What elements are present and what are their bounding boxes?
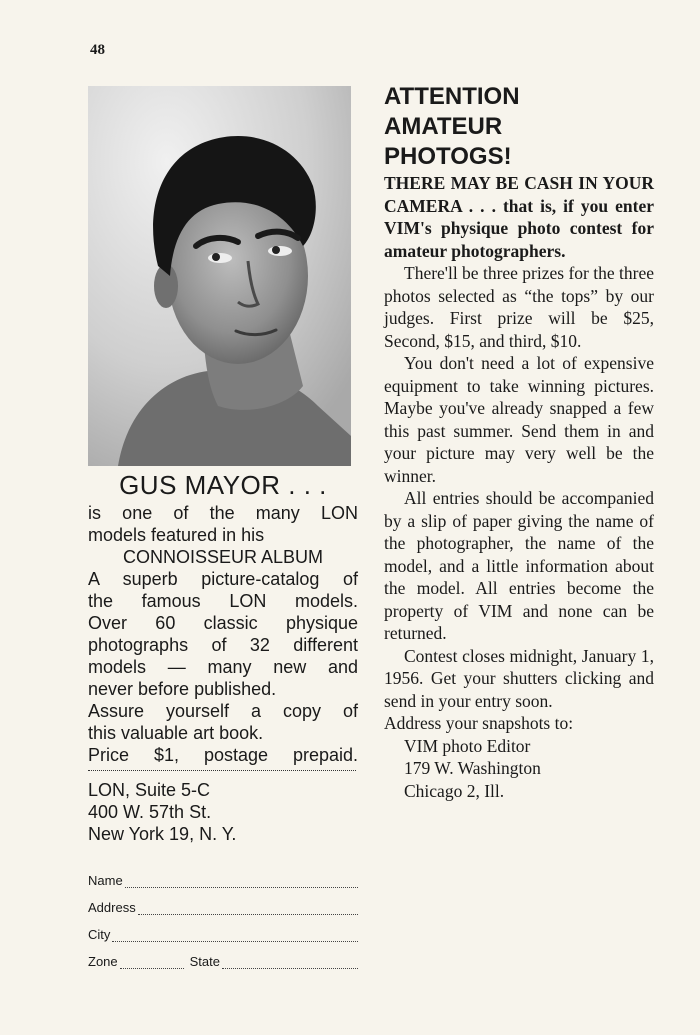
address-field[interactable]: [138, 902, 358, 915]
order-form: [88, 861, 358, 969]
model-portrait-photo: [88, 86, 351, 466]
address-label: Address: [88, 900, 136, 915]
ad-body-line: photographs of 32 different: [88, 635, 358, 655]
ad-body-line: Assure yourself a copy of: [88, 701, 358, 721]
article-paragraph: You don't need a lot of expensive equipment to take winning pictures. Maybe you've already snapped a few this past summer. Send them in and your picture may very well be the winner.: [384, 353, 654, 486]
ad-address-line: New York 19, N. Y.: [88, 824, 237, 844]
city-field[interactable]: [112, 929, 358, 942]
ad-body-line: the famous LON models.: [88, 591, 358, 611]
address-line: 179 W. Washington: [404, 758, 541, 778]
state-label: State: [189, 954, 220, 969]
ad-price-line: Price $1, postage prepaid.: [88, 745, 358, 765]
page-number: 48: [90, 42, 105, 58]
article-paragraph: All entries should be accompanied by a slip of paper giving the name of the photographer, the name of the model, and a little information about the model. All entries become the property of VIM and none can be returned.: [384, 488, 654, 643]
address-line: Chicago 2, Ill.: [404, 780, 505, 801]
ad-body-line: models featured in his: [88, 525, 265, 545]
form-row-name: [88, 861, 358, 888]
article-paragraph: Contest closes midnight, January 1, 1956. Get your shutters clicking and send in your entry soon.: [384, 645, 654, 711]
ad-body-line: is one of the many LON: [88, 503, 358, 523]
ad-address-line: 400 W. 57th St.: [88, 802, 212, 822]
zone-label: Zone: [88, 954, 118, 969]
article-headline-line: AMATEUR: [384, 113, 503, 140]
name-field[interactable]: [125, 875, 358, 888]
article-headline-line: PHOTOGS!: [384, 143, 512, 170]
ad-body-line: Over 60 classic physique: [88, 613, 358, 633]
article-paragraph: There'll be three prizes for the three photos selected as “the tops” by our judges. First prize will be $25, Second, $15, and third, $10.: [384, 263, 654, 351]
form-row-city: [88, 915, 358, 942]
ad-body-line: A superb picture-catalog of: [88, 569, 358, 589]
city-label: City: [88, 927, 111, 942]
contest-article: [384, 82, 654, 802]
form-row-address: [88, 888, 358, 915]
ad-headline: GUS MAYOR . . .: [119, 470, 327, 500]
address-intro: Address your snapshots to:: [384, 713, 574, 733]
ad-body-line: CONNOISSEUR ALBUM: [122, 547, 324, 567]
zone-field[interactable]: [120, 956, 184, 969]
ad-body-line: models — many new and: [88, 657, 358, 677]
lon-album-ad: [88, 466, 358, 969]
portrait-illustration: [88, 86, 351, 466]
ad-body-line: never before published.: [88, 679, 277, 699]
form-row-zone-state: [88, 942, 358, 969]
address-line: VIM photo Editor: [404, 735, 531, 756]
dotted-divider: [88, 770, 356, 771]
ad-address-line: LON, Suite 5-C: [88, 780, 211, 800]
submission-address: [384, 712, 654, 802]
state-field[interactable]: [222, 956, 358, 969]
name-label: Name: [88, 873, 123, 888]
article-headline-line: ATTENTION: [384, 83, 520, 110]
article-lead: THERE MAY BE CASH IN YOUR CAMERA . . . that is, if you enter VIM's physique photo contest for amateur photographers.: [384, 173, 654, 261]
ad-body-line: this valuable art book.: [88, 723, 264, 743]
